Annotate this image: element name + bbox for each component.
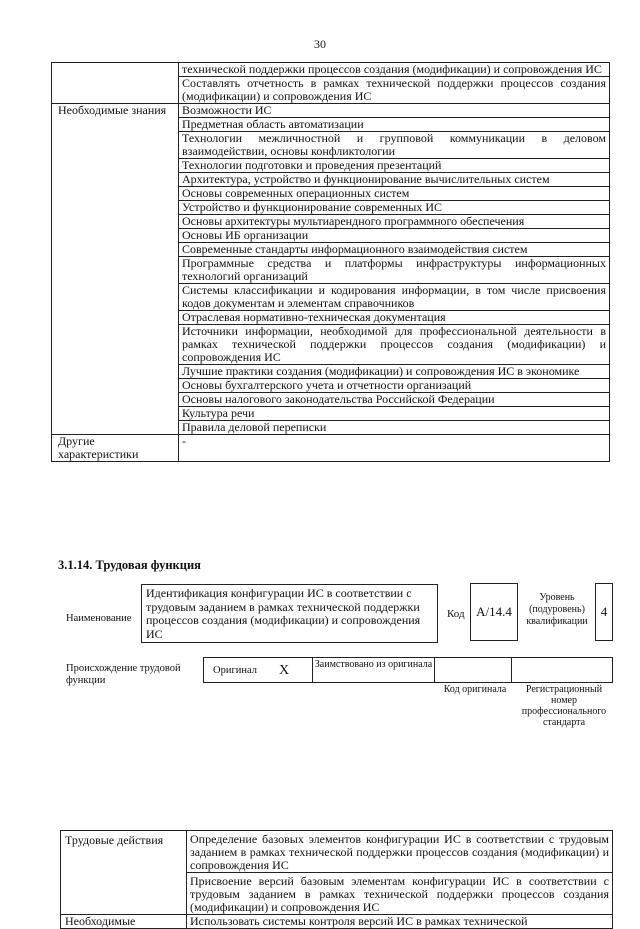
row-text: Правила деловой переписки bbox=[179, 421, 610, 435]
row-text: Архитектура, устройство и функционирование вычислительных систем bbox=[179, 173, 610, 187]
row-text: Основы архитектуры мультиарендного программного обеспечения bbox=[179, 215, 610, 229]
row-text: Лучшие практики создания (модификации) и сопровождения ИС в экономике bbox=[179, 365, 610, 379]
row-text: Системы классификации и кодирования информации, в том числе присвоения кодов документам и элементам справочников bbox=[179, 284, 610, 311]
row-text: Основы ИБ организации bbox=[179, 229, 610, 243]
row-text: Источники информации, необходимой для профессиональной деятельности в рамках технической поддержки процессов создания (модификации) и сопровождения ИС bbox=[179, 325, 610, 365]
row-label-actions: Трудовые действия bbox=[61, 831, 187, 915]
row-text: Определение базовых элементов конфигурации ИС в соответствии с трудовым заданием в рамках технической поддержки процессов создания (модификации) и сопровождения ИС bbox=[187, 831, 613, 873]
row-text: технической поддержки процессов создания (модификации) и сопровождения ИС bbox=[179, 63, 610, 77]
table-row bbox=[61, 915, 613, 929]
origin-label: Происхождение трудовой функции bbox=[66, 663, 181, 686]
row-text: Основы налогового законодательства Российской Федерации bbox=[179, 393, 610, 407]
row-text: Современные стандарты информационного взаимодействия систем bbox=[179, 243, 610, 257]
row-text: - bbox=[179, 435, 610, 462]
origin-code-cell bbox=[434, 657, 512, 683]
table-row bbox=[52, 435, 610, 462]
row-label bbox=[52, 63, 179, 104]
row-text: Использовать системы контроля версий ИС в рамках технической bbox=[187, 915, 613, 929]
row-label-skills: Необходимые bbox=[61, 915, 187, 929]
row-text: Технологии подготовки и проведения презентаций bbox=[179, 159, 610, 173]
row-label-knowledge: Необходимые знания bbox=[52, 104, 179, 435]
table-row bbox=[52, 63, 610, 77]
requirements-table-bottom bbox=[60, 830, 613, 929]
name-label: Наименование bbox=[66, 613, 132, 624]
row-text: Основы бухгалтерского учета и отчетности организаций bbox=[179, 379, 610, 393]
row-text: Предметная область автоматизации bbox=[179, 118, 610, 132]
requirements-table-top bbox=[51, 62, 610, 462]
row-text: Основы современных операционных систем bbox=[179, 187, 610, 201]
code-value-box: А/14.4 bbox=[470, 583, 518, 641]
row-text: Отраслевая нормативно-техническая документация bbox=[179, 311, 610, 325]
origin-regnum-cell bbox=[511, 657, 613, 683]
page-number: 30 bbox=[314, 37, 326, 51]
level-value-box: 4 bbox=[595, 583, 613, 641]
row-text: Присвоение версий базовым элементам конфигурации ИС в соответствии с трудовым заданием в рамках технической поддержки процессов создания (модификации) и сопровождения ИС bbox=[187, 873, 613, 915]
regnum-caption: Регистрационный номер профессионального стандарта bbox=[521, 684, 607, 728]
origin-borrowed-cell: Заимствовано из оригинала bbox=[312, 657, 435, 683]
row-text: Культура речи bbox=[179, 407, 610, 421]
row-text: Устройство и функционирование современных ИС bbox=[179, 201, 610, 215]
original-mark: X bbox=[279, 663, 290, 678]
code-label: Код bbox=[447, 608, 465, 620]
function-name-box: Идентификация конфигурации ИС в соответствии с трудовым заданием в рамках технической поддержки процессов создания (модификации) и сопровождения ИС bbox=[141, 584, 438, 643]
table-row bbox=[61, 831, 613, 873]
section-title: 3.1.14. Трудовая функция bbox=[58, 558, 201, 572]
row-text: Возможности ИС bbox=[179, 104, 610, 118]
row-label-other: Другие характеристики bbox=[52, 435, 179, 462]
code-original-caption: Код оригинала bbox=[443, 684, 507, 695]
row-text: Составлять отчетность в рамках технической поддержки процессов создания (модификации) и сопровождения ИС bbox=[179, 77, 610, 104]
original-text: Оригинал bbox=[213, 665, 257, 676]
level-label: Уровень (подуровень) квалификации bbox=[526, 592, 588, 627]
row-text: Программные средства и платформы инфраструктуры информационных технологий организаций bbox=[179, 257, 610, 284]
table-row bbox=[52, 104, 610, 118]
origin-original-cell bbox=[203, 657, 313, 683]
row-text: Технологии межличностной и групповой коммуникации в деловом взаимодействии, основы конфликтологии bbox=[179, 132, 610, 159]
